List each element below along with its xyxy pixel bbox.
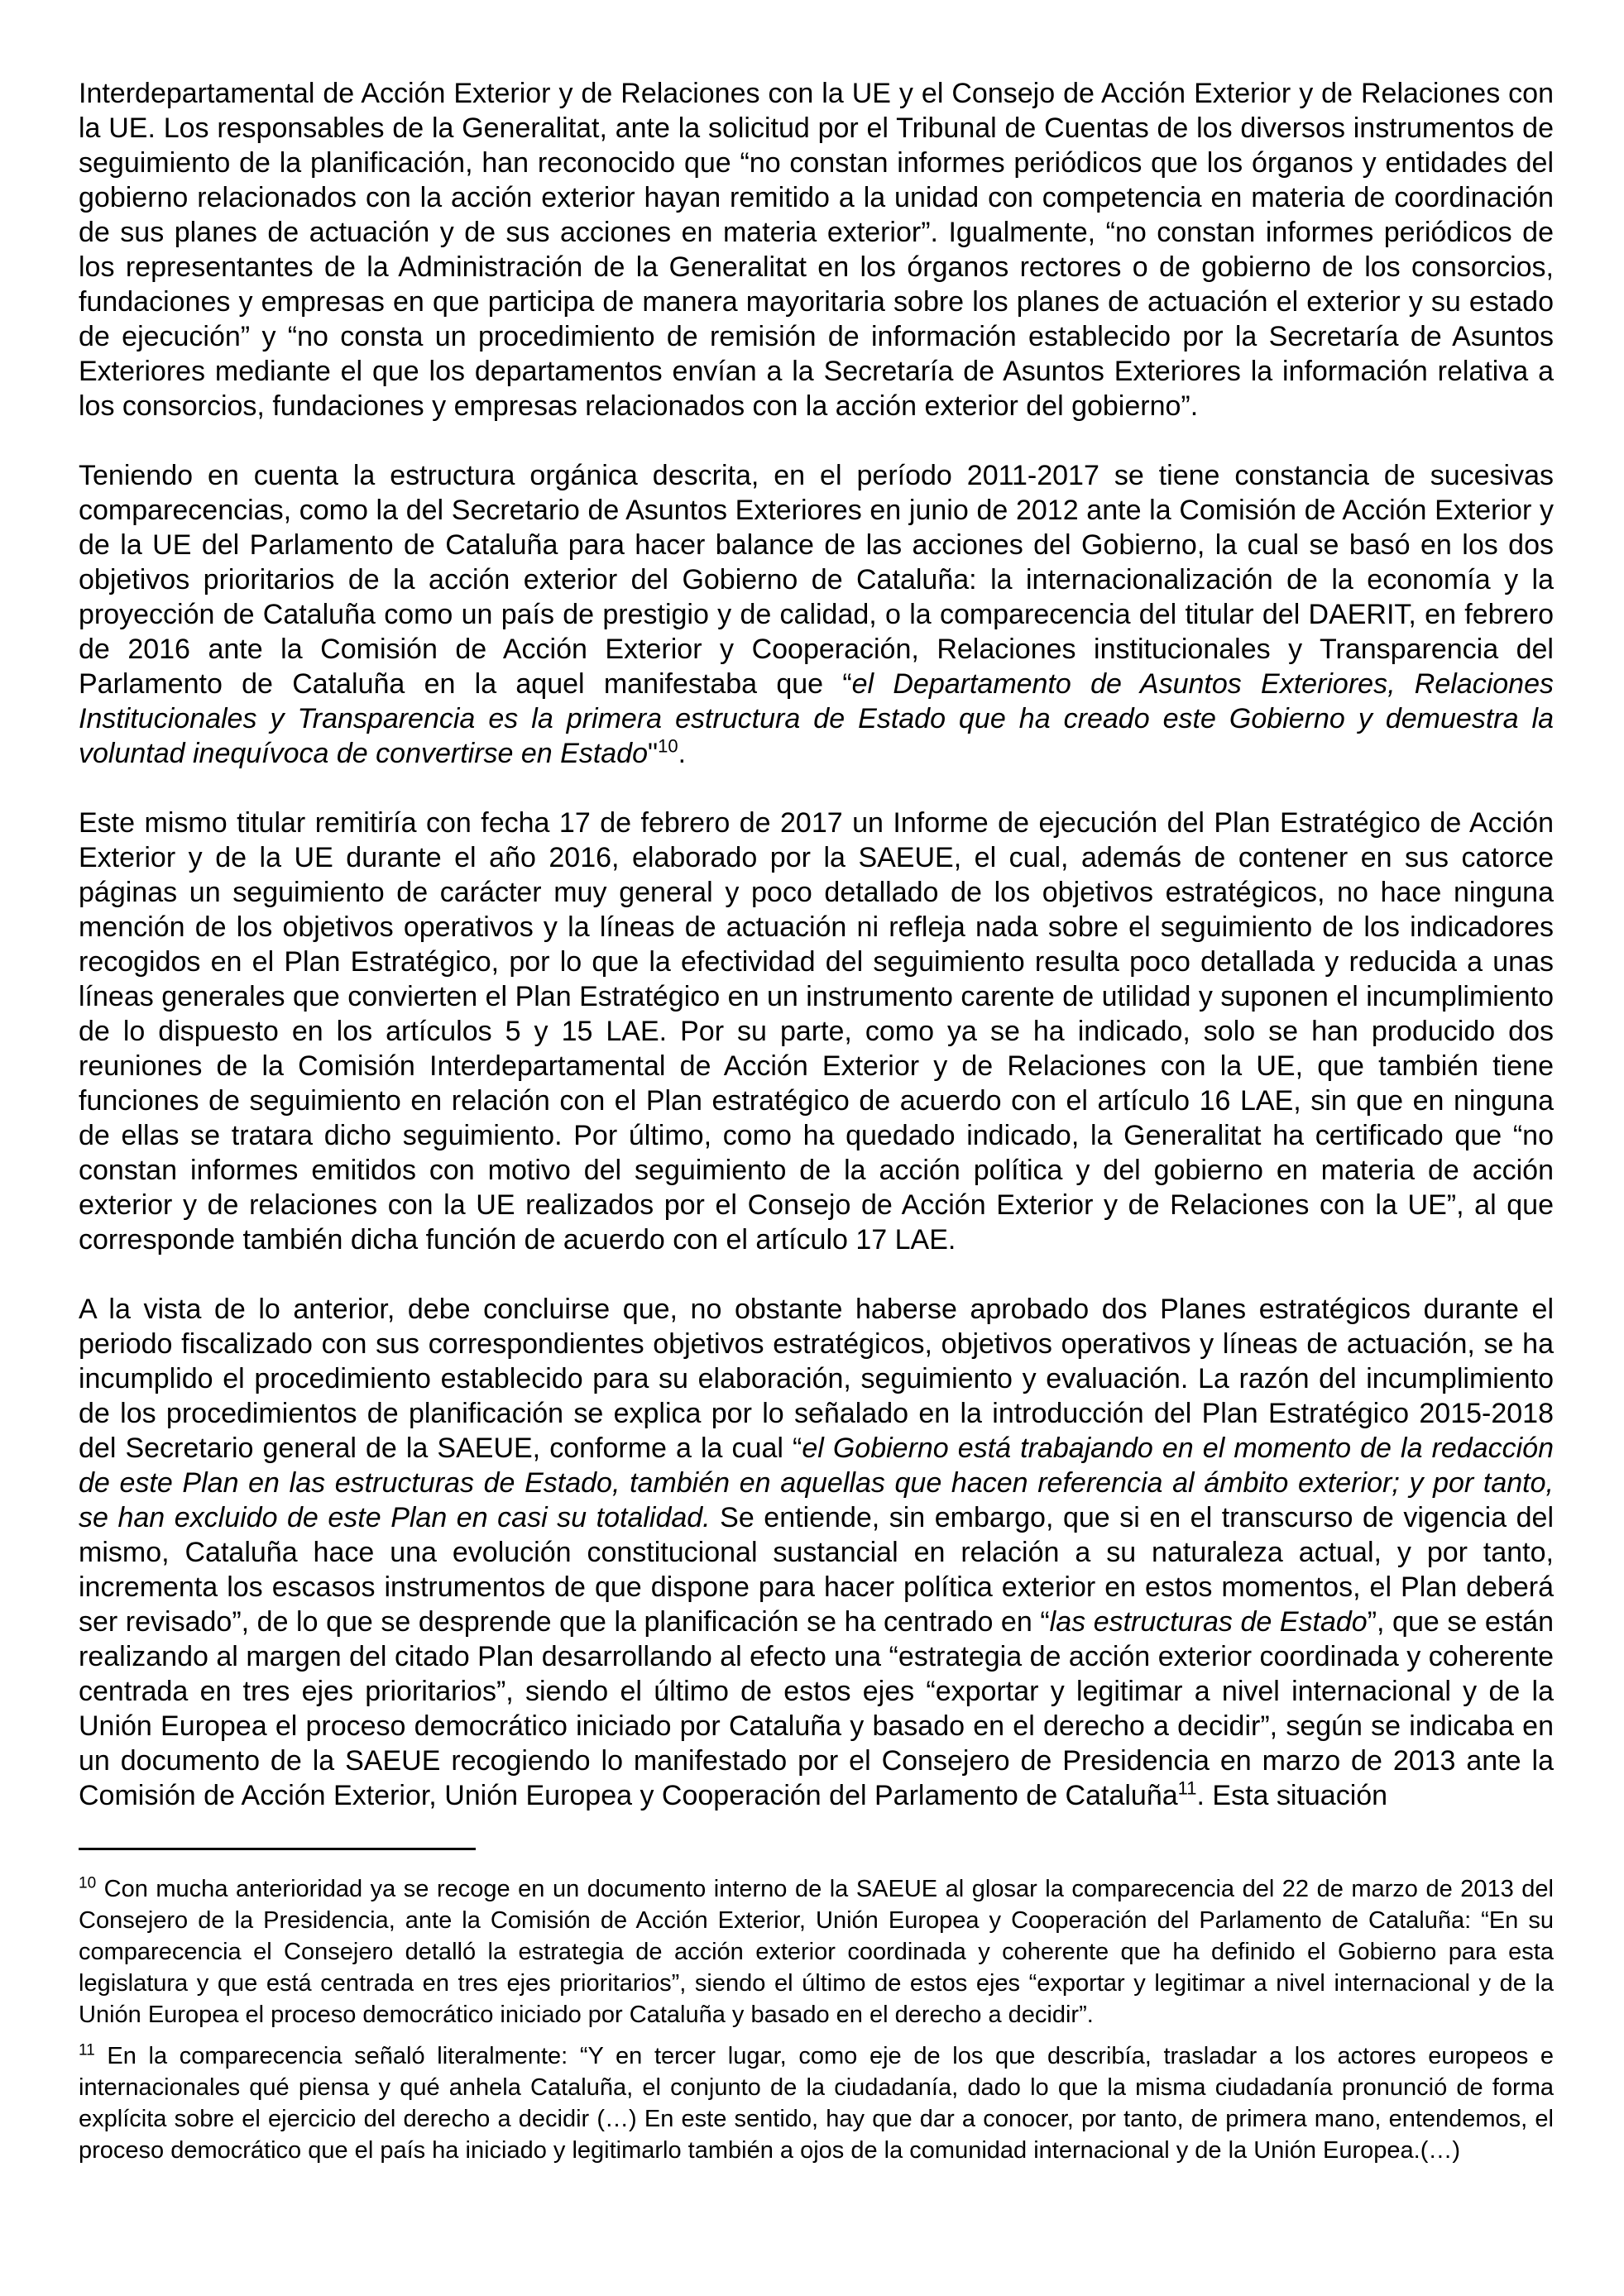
paragraph-4-lead: A la vista de lo anterior, debe concluirse que, no obstante haberse aprobado dos Planes estratégicos durante el periodo fiscalizado con sus correspondientes objetivos estratégicos, objetivos operativos y líneas de actuación, se ha incumplido el procedimiento establecido para su elaboración, seguimiento y evaluación. La razón del incumplimiento de los procedimientos de planificación se explica por lo señalado en la introducción del Plan Estratégico 2015-2018 del Secretario general de la SAEUE, conforme a la cual “	[79, 1294, 1554, 1464]
paragraph-2-lead: Teniendo en cuenta la estructura orgánica descrita, en el período 2011-2017 se tiene constancia de sucesivas comparecencias, como la del Secretario de Asuntos Exteriores en junio de 2012 ante la Comisión de Acción Exterior y de la UE del Parlamento de Cataluña para hacer balance de las acciones del Gobierno, la cual se basó en los dos objetivos prioritarios de la acción exterior del Gobierno de Cataluña: la internacionalización de la economía y la proyección de Cataluña como un país de prestigio y de calidad, o la comparecencia del titular del DAERIT, en febrero de 2016 ante la Comisión de Acción Exterior y Cooperación, Relaciones institucionales y Transparencia del Parlamento de Cataluña en la aquel manifestaba que “	[79, 460, 1554, 700]
footnote-11	[79, 2040, 1554, 2166]
footnote-10-text: Con mucha anterioridad ya se recoge en un documento interno de la SAEUE al glosar la comparecencia del 22 de marzo de 2013 del Consejero de la Presidencia, ante la Comisión de Acción Exterior, Unión Europea y Cooperación del Parlamento de Cataluña: “En su comparecencia el Consejero detalló la estrategia de acción exterior coordinada y coherente que ha definido el Gobierno para esta legislatura y que está centrada en tres ejes prioritarios”, siendo el último de estos ejes “exportar y legitimar a nivel internacional y de la Unión Europea el proceso democrático iniciado por Cataluña y basado en el derecho a decidir”.	[79, 1876, 1554, 2028]
paragraph-3	[79, 806, 1554, 1257]
paragraph-2-close-quote: "	[648, 738, 659, 769]
footnotes-section	[79, 1848, 1554, 2166]
paragraph-4-after: ”, que se están realizando al margen del citado Plan desarrollando al efecto una “estrategia de acción exterior coordinada y coherente centrada en tres ejes prioritarios”, siendo el último de estos ejes “exportar y legitimar a nivel internacional y de la Unión Europea el proceso democrático iniciado por Cataluña y basado en el derecho a decidir”, según se indicaba en un documento de la SAEUE recogiendo lo manifestado por el Consejero de Presidencia en marzo de 2013 ante la Comisión de Acción Exterior, Unión Europea y Cooperación del Parlamento de Cataluña	[79, 1606, 1554, 1811]
paragraph-4-middle: Se entiende, sin embargo, que si en el transcurso de vigencia del mismo, Cataluña hace una evolución constitucional sustancial en relación a su naturaleza actual, y por tanto, incrementa los escasos instrumentos de que dispone para hacer política exterior en estos momentos, el Plan deberá ser revisado”, de lo que se desprende que la planificación se ha centrado en “	[79, 1502, 1554, 1638]
footnote-10-marker: 10	[79, 1874, 97, 1892]
paragraph-2	[79, 458, 1554, 771]
paragraph-3-text: Este mismo titular remitiría con fecha 17 de febrero de 2017 un Informe de ejecución del Plan Estratégico de Acción Exterior y de la UE durante el año 2016, elaborado por la SAEUE, el cual, además de contener en sus catorce páginas un seguimiento de carácter muy general y poco detallado de los objetivos estratégicos, no hace ninguna mención de los objetivos operativos y la líneas de actuación ni refleja nada sobre el seguimiento de los indicadores recogidos en el Plan Estratégico, por lo que la efectividad del seguimiento resulta poco detallada y reducida a unas líneas generales que convierten el Plan Estratégico en un instrumento carente de utilidad y suponen el incumplimiento de lo dispuesto en los artículos 5 y 15 LAE. Por su parte, como ya se ha indicado, solo se han producido dos reuniones de la Comisión Interdepartamental de Acción Exterior y de Relaciones con la UE, que también tiene funciones de seguimiento en relación con el Plan estratégico de acuerdo con el artículo 16 LAE, sin que en ninguna de ellas se tratara dicho seguimiento. Por último, como ha quedado indicado, la Generalitat ha certificado que “no constan informes emitidos con motivo del seguimiento de la acción política y del gobierno en materia de acción exterior y de relaciones con la UE realizados por el Consejo de Acción Exterior y de Relaciones con la UE”, al que corresponde también dicha función de acuerdo con el artículo 17 LAE.	[79, 807, 1554, 1256]
paragraph-1-text: Interdepartamental de Acción Exterior y de Relaciones con la UE y el Consejo de Acción Exterior y de Relaciones con la UE. Los responsables de la Generalitat, ante la solicitud por el Tribunal de Cuentas de los diversos instrumentos de seguimiento de la planificación, han reconocido que “no constan informes periódicos que los órganos y entidades del gobierno relacionados con la acción exterior hayan remitido a la unidad con competencia en materia de coordinación de sus planes de actuación y de sus acciones en materia exterior”. Igualmente, “no constan informes periódicos de los representantes de la Administración de la Generalitat en los órganos rectores o de gobierno de los consorcios, fundaciones y empresas en que participa de manera mayoritaria sobre los planes de actuación el exterior y su estado de ejecución” y “no consta un procedimiento de remisión de información establecido por la Secretaría de Asuntos Exteriores mediante el que los departamentos envían a la Secretaría de Asuntos Exteriores la información relativa a los consorcios, fundaciones y empresas relacionados con la acción exterior del gobierno”.	[79, 78, 1554, 422]
footnote-11-marker: 11	[79, 2041, 95, 2059]
paragraph-1	[79, 76, 1554, 423]
paragraph-4-tail: . Esta situación	[1196, 1780, 1388, 1811]
paragraph-2-tail: .	[678, 738, 687, 769]
paragraph-2-quoted-italic: el Departamento de Asuntos Exteriores, Relaciones Institucionales y Transparencia es la primera estructura de Estado que ha creado este Gobierno y demuestra la voluntad inequívoca de convertirse en Estado	[79, 668, 1554, 769]
footnote-ref-10: 10	[658, 735, 678, 757]
main-text-block	[79, 76, 1554, 1813]
footnote-separator-rule	[79, 1848, 476, 1850]
paragraph-4	[79, 1292, 1554, 1813]
paragraph-4-quoted-italic-1: el Gobierno está trabajando en el momento de la redacción de este Plan en las estructuras de Estado, también en aquellas que hacen referencia al ámbito exterior; y por tanto, se han excluido de este Plan en casi su totalidad.	[79, 1433, 1554, 1533]
footnote-11-text: En la comparecencia señaló literalmente: “Y en tercer lugar, como eje de los que describía, trasladar a los actores europeos e internacionales qué piensa y qué anhela Cataluña, el conjunto de la ciudadanía, dado lo que la misma ciudadanía pronunció de forma explícita sobre el ejercicio del derecho a decidir (…) En este sentido, hay que dar a conocer, por tanto, de primera mano, entendemos, el proceso democrático que el país ha iniciado y legitimarlo también a ojos de la comunidad internacional y de la Unión Europea.(…)	[79, 2043, 1554, 2164]
footnote-ref-11: 11	[1177, 1777, 1197, 1799]
footnote-10	[79, 1873, 1554, 2031]
paragraph-4-quoted-italic-2: las estructuras de Estado	[1049, 1606, 1368, 1638]
